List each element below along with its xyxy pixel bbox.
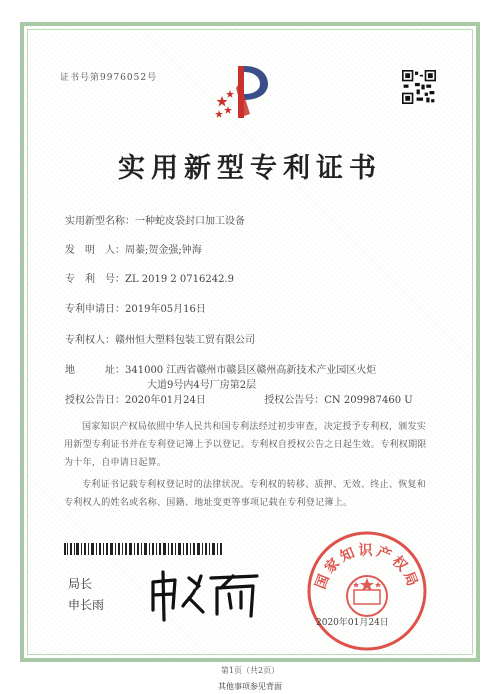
field-label: 地 址： [65, 365, 125, 376]
qr-code-icon [402, 70, 436, 104]
field-label: 专利申请日： [65, 304, 125, 315]
field-utility-model-name [65, 212, 245, 227]
field-label: 专利权人： [65, 335, 115, 346]
field-label: 实用新型名称： [65, 216, 135, 227]
paragraph-grant-statement: 国家知识产权局依照中华人民共和国专利法经过初步审查，决定授予专利权，颁发实用新型专利证书并在专利登记簿上予以登记。专利权自授权公告之日起生效。专利权期限为十年，自申请日起算。 [64, 422, 427, 468]
field-value: 2020年01月24日 [125, 395, 206, 406]
barcode-icon [64, 543, 224, 555]
seal-date: 2020年01月24日 [316, 618, 389, 628]
field-label: 发 明 人： [65, 245, 125, 256]
field-value: ZL 2019 2 0716242.9 [125, 274, 235, 285]
paragraph-legal-status: 专利证书记载专利权登记时的法律状况。专利权的转移、质押、无效、终止、恢复和专利权人的姓名或名称、国籍、地址变更等事项记载在专利登记簿上。 [64, 480, 427, 508]
field-filing-date [65, 300, 206, 315]
field-value: 341000 江西省赣州市赣县区赣州高新技术产业园区火炬 [125, 365, 377, 376]
patent-office-emblem-icon [210, 62, 274, 122]
field-value: 2019年05月16日 [125, 304, 206, 315]
certificate-number: 证书号第9976052号 [60, 73, 158, 83]
field-address-line2: 大道9号内4号厂房第2层 [147, 380, 257, 391]
field-label: 授权公告号： [264, 395, 325, 406]
certificate-title: 实用新型专利证书 [118, 153, 382, 184]
field-address [65, 361, 376, 376]
field-value: CN 209987460 U [324, 395, 413, 406]
field-value: 赣州恒大塑料包装工贸有限公司 [115, 335, 255, 346]
field-label: 专 利 号： [65, 274, 125, 285]
signature-icon [145, 568, 265, 624]
field-value: 周蓁;贺金强;钟海 [125, 245, 202, 256]
seal-text: 国家知识产权局 [312, 543, 422, 592]
field-inventor [65, 241, 202, 256]
director-title: 局长 [68, 577, 93, 591]
official-seal-icon [304, 528, 430, 654]
field-grant-info [65, 391, 413, 406]
field-patent-owner [65, 331, 255, 346]
page-number: 第1页（共2页） [220, 666, 280, 675]
field-patent-number [65, 270, 234, 285]
director-name: 申长雨 [68, 598, 105, 612]
field-label: 授权公告日： [65, 395, 125, 406]
back-page-note: 其他事项参见背面 [218, 682, 282, 691]
field-value: 一种蛇皮袋封口加工设备 [135, 216, 245, 227]
